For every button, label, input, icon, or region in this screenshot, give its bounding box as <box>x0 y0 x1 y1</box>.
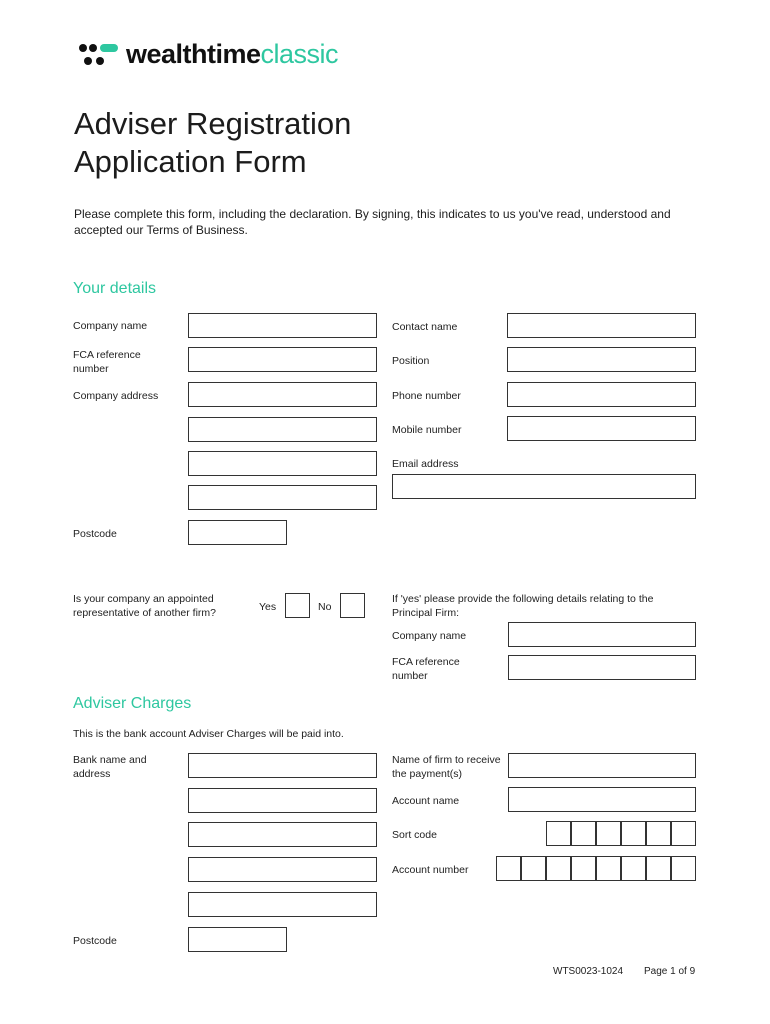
brand-name <box>126 38 338 70</box>
name-of-firm-label: Name of firm to receive the payment(s) <box>392 754 501 780</box>
company-address-input-3[interactable] <box>188 451 377 476</box>
yes-label: Yes <box>259 601 277 613</box>
mobile-number-input[interactable] <box>507 416 696 441</box>
postcode-label: Postcode <box>73 528 117 540</box>
sort-code-digit-2[interactable] <box>571 821 596 846</box>
position-input[interactable] <box>507 347 696 372</box>
fca-reference-input[interactable] <box>188 347 377 372</box>
fca-reference-label: FCA reference number <box>73 349 141 375</box>
sort-code-digit-5[interactable] <box>646 821 671 846</box>
account-number-digit-8[interactable] <box>671 856 696 881</box>
account-number-label: Account number <box>392 864 469 876</box>
page-title <box>74 105 351 181</box>
yes-checkbox[interactable] <box>285 593 310 618</box>
if-yes-text: If 'yes' please provide the following details relating to the Principal Firm: <box>392 593 654 619</box>
account-name-label: Account name <box>392 795 460 807</box>
account-number-digit-6[interactable] <box>621 856 646 881</box>
principal-fca-reference-label: FCA reference number <box>392 656 460 682</box>
form-code: WTS0023-1024 <box>553 966 624 977</box>
name-of-firm-input[interactable] <box>508 753 696 778</box>
position-label: Position <box>392 355 430 367</box>
company-name-label: Company name <box>73 320 148 332</box>
bank-name-label: Bank name and address <box>73 754 147 780</box>
no-label: No <box>318 601 332 613</box>
bank-address-input-2[interactable] <box>188 788 377 813</box>
principal-company-name-input[interactable] <box>508 622 696 647</box>
postcode-input[interactable] <box>188 520 287 545</box>
page-title-line1: Adviser Registration <box>74 106 352 141</box>
intro-text: Please complete this form, including the declaration. By signing, this indicates to us you've read, understood and accepted our Terms of Business. <box>74 207 671 237</box>
phone-number-label: Phone number <box>392 390 461 402</box>
adviser-charges-heading: Adviser Charges <box>73 695 192 712</box>
bank-postcode-label: Postcode <box>73 935 117 947</box>
contact-name-label: Contact name <box>392 321 458 333</box>
company-address-input-4[interactable] <box>188 485 377 510</box>
brand-name-light: classic <box>260 39 339 69</box>
contact-name-input[interactable] <box>507 313 696 338</box>
sort-code-digit-4[interactable] <box>621 821 646 846</box>
account-number-digit-3[interactable] <box>546 856 571 881</box>
bank-address-input-1[interactable] <box>188 753 377 778</box>
page-number: Page 1 of 9 <box>644 966 696 977</box>
account-name-input[interactable] <box>508 787 696 812</box>
sort-code-digit-1[interactable] <box>546 821 571 846</box>
mobile-number-label: Mobile number <box>392 424 462 436</box>
brand-logo-icon <box>78 43 122 67</box>
page-title-line2: Application Form <box>74 144 307 179</box>
company-address-input-1[interactable] <box>188 382 377 407</box>
company-address-label: Company address <box>73 390 159 402</box>
bank-address-input-3[interactable] <box>188 822 377 847</box>
sort-code-boxes <box>546 821 696 846</box>
bank-address-input-5[interactable] <box>188 892 377 917</box>
email-address-input[interactable] <box>392 474 696 499</box>
sort-code-label: Sort code <box>392 829 437 841</box>
brand-name-bold: wealthtime <box>126 39 261 69</box>
sort-code-digit-3[interactable] <box>596 821 621 846</box>
email-address-label: Email address <box>392 458 459 470</box>
account-number-digit-4[interactable] <box>571 856 596 881</box>
account-number-digit-2[interactable] <box>521 856 546 881</box>
adviser-charges-intro: This is the bank account Adviser Charges will be paid into. <box>73 728 344 740</box>
company-name-input[interactable] <box>188 313 377 338</box>
account-number-digit-1[interactable] <box>496 856 521 881</box>
company-address-input-2[interactable] <box>188 417 377 442</box>
phone-number-input[interactable] <box>507 382 696 407</box>
your-details-heading: Your details <box>73 280 157 297</box>
principal-company-name-label: Company name <box>392 630 467 642</box>
account-number-digit-7[interactable] <box>646 856 671 881</box>
bank-postcode-input[interactable] <box>188 927 287 952</box>
principal-fca-reference-input[interactable] <box>508 655 696 680</box>
no-checkbox[interactable] <box>340 593 365 618</box>
bank-address-input-4[interactable] <box>188 857 377 882</box>
account-number-boxes <box>496 856 696 881</box>
appointed-question: Is your company an appointed representative of another firm? <box>73 593 216 619</box>
sort-code-digit-6[interactable] <box>671 821 696 846</box>
account-number-digit-5[interactable] <box>596 856 621 881</box>
